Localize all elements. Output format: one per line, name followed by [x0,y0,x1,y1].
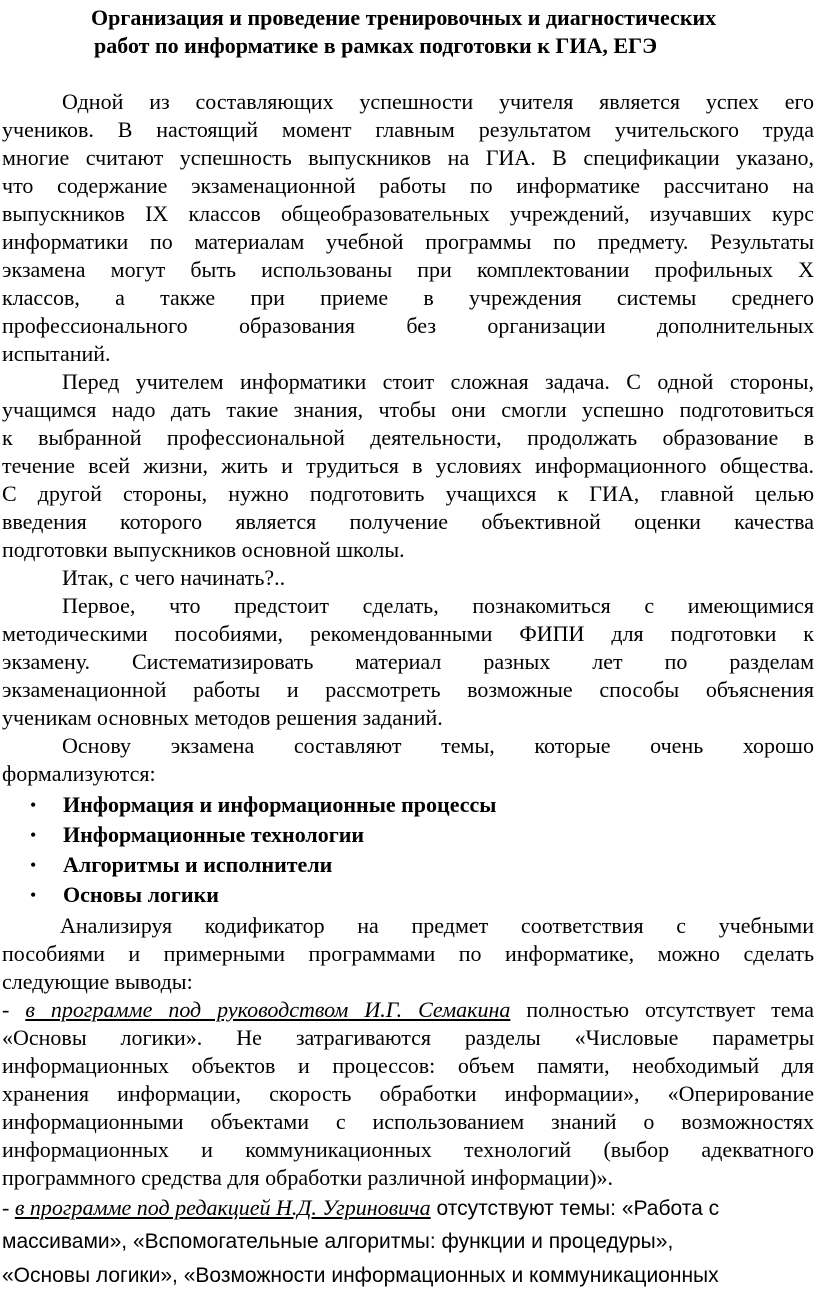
list-item-label: Информация и информационные процессы [63,792,497,817]
paragraph-line: экзаменационной работы и рассмотреть возможные способы объяснения [2,677,814,702]
paragraph-line: учащимся надо дать такие знания, чтобы они смогли успешно подготовиться [2,397,814,422]
bullet-icon: • [30,855,37,875]
paragraph-line: что содержание экзаменационной работы по информатике рассчитано на [2,173,814,198]
program-reference-link[interactable]: в программе под редакцией Н.Д. Угриновича [14,1195,431,1220]
list-dash: - [2,997,26,1022]
paragraph-line: выпускников IX классов общеобразовательных учреждений, изучавших курс [2,201,814,226]
paragraph-line: формализуются: [2,761,156,786]
title-line-1: Организация и проведение тренировочных и диагностических [91,5,717,30]
paragraph-line [2,996,814,1024]
paragraph-line: хранения информации, скорость обработки информации», «Оперирование [2,1081,814,1106]
paragraph-line: программного средства для обработки различной информации)». [2,1165,614,1190]
paragraph-line: следующие выводы: [2,969,193,994]
paragraph-line: Одной из составляющих успешности учителя является успех его [62,89,814,114]
paragraph-line: методическими пособиями, рекомендованными ФИПИ для подготовки к [2,621,814,646]
paragraph-line: Анализируя кодификатор на предмет соответствия с учебными [60,913,814,938]
program-reference-link[interactable]: в программе под руководством И.Г. Семакина [25,997,511,1022]
paragraph-line: ученикам основных методов решения заданий. [2,705,443,730]
list-item-label: Алгоритмы и исполнители [63,852,333,877]
paragraph-line: экзамену. Систематизировать материал разных лет по разделам [2,649,814,674]
list-item-label: Основы логики [63,882,219,907]
paragraph-line: Основу экзамена составляют темы, которые очень хорошо [62,733,814,758]
paragraph-text: полностью отсутствует тема [510,997,814,1022]
paragraph-line: информатики по материалам учебной программы по предмету. Результаты [2,229,814,254]
paragraph-line: подготовки выпускников основной школы. [2,537,405,562]
paragraph-line: испытаний. [2,341,111,366]
paragraph-line: введения которого является получение объективной оценки качества [2,509,814,534]
paragraph-line: Итак, с чего начинать?.. [62,565,286,590]
paragraph-line: течение всей жизни, жить и трудиться в условиях информационного общества. [2,453,814,478]
paragraph-line: профессионального образования без организации дополнительных [2,313,814,338]
bullet-icon: • [30,885,37,905]
paragraph-line: «Основы логики». Не затрагиваются разделы «Числовые параметры [2,1025,814,1050]
paragraph-line [2,1194,802,1222]
list-dash: - [2,1195,15,1220]
bullet-icon: • [30,825,37,845]
paragraph-line: многие считают успешность выпускников на ГИА. В спецификации указано, [2,145,814,170]
bullet-icon: • [30,795,37,815]
title-line-2: работ по информатике в рамках подготовки к ГИА, ЕГЭ [94,33,657,58]
paragraph-line: «Основы логики», «Возможности информационных и коммуникационных [2,1264,719,1287]
paragraph-line: к выбранной профессиональной деятельности, продолжать образование в [2,425,814,450]
paragraph-line: С другой стороны, нужно подготовить учащихся к ГИА, главной целью [2,481,814,506]
paragraph-line: пособиями и примерными программами по информатике, можно сделать [2,941,814,966]
paragraph-line: экзамена могут быть использованы при комплектовании профильных Х [2,257,814,282]
paragraph-line: Первое, что предстоит сделать, познакомиться с имеющимися [62,593,814,618]
paragraph-line: классов, а также при приеме в учреждения системы среднего [2,285,814,310]
paragraph-text: отсутствуют темы: «Работа с [430,1197,720,1220]
paragraph-line: информационных и коммуникационных технологий (выбор адекватного [2,1137,814,1162]
paragraph-line: информационными объектами с использованием знаний о возможностях [2,1109,814,1134]
paragraph-line: Перед учителем информатики стоит сложная задача. С одной стороны, [62,369,814,394]
paragraph-line: информационных объектов и процессов: объем памяти, необходимый для [2,1053,814,1078]
list-item-label: Информационные технологии [63,822,365,847]
paragraph-line: массивами», «Вспомогательные алгоритмы: функции и процедуры», [2,1230,674,1253]
paragraph-line: учеников. В настоящий момент главным результатом учительского труда [2,117,814,142]
